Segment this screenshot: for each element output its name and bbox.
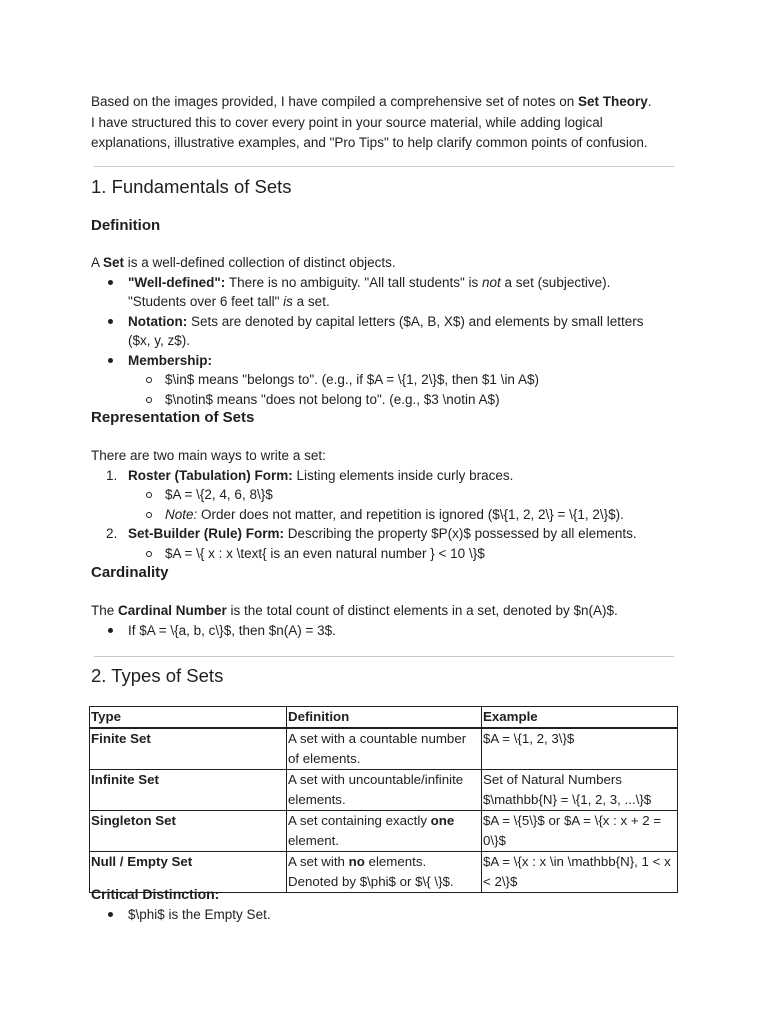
sub-list-item: $A = \{2, 4, 6, 8\}$ [165,485,273,505]
table-cell-definition [287,728,482,770]
cell-line: of elements. [288,751,361,766]
table-cell-example [482,811,678,852]
cell-line: elements. [288,792,346,807]
cell-line: $A = \{x : x \in \mathbb{N}, 1 < x [483,854,671,869]
list-item [128,351,212,371]
sub-list-item [165,505,624,525]
list-item-text: Listing elements inside curly braces. [292,468,514,483]
table-cell-example [482,770,678,811]
divider [94,166,674,167]
list-item: $\phi$ is the Empty Set. [128,905,271,925]
list-item-emphasis: is [283,294,293,309]
cell-bold: one [430,813,455,828]
cell-line: $A = \{1, 2, 3\}$ [483,731,575,746]
cell-text: elements. [364,854,427,869]
table-cell-type: Null / Empty Set [90,852,287,893]
sub-list-item: $\in$ means "belongs to". (e.g., if $A = \{1, 2\}$, then $1 \in A$) [165,370,539,390]
section-1-title: 1. Fundamentals of Sets [91,176,292,197]
cell-line [288,811,480,831]
cardinality-heading: Cardinality [91,564,169,581]
list-number: 1. [106,468,118,483]
intro-text: Based on the images provided, I have compiled a comprehensive set of notes on [91,94,579,109]
list-item [128,312,643,332]
table-cell-definition [287,852,482,893]
cardinal-number-bold: Cardinal Number [118,603,227,618]
list-item-text: a set (subjective). [500,275,611,290]
table-cell-type: Singleton Set [90,811,287,852]
paragraph-text: The [91,603,119,618]
cell-line: < 2\}$ [483,874,518,889]
notation-label: Notation: [128,314,188,329]
intro-text: . [647,94,652,109]
list-item-text: Order does not matter, and repetition is ignored ($\{1, 2, 2\} = \{1, 2\}$). [197,507,624,522]
cardinality-paragraph [91,601,618,621]
cell-line: $\mathbb{N} = \{1, 2, 3, ...\}$ [483,792,652,807]
cell-line: element. [288,833,339,848]
list-item-text: a set. [292,294,330,309]
sub-list-item: $A = \{ x : x \text{ is an even natural number } < 10 \}$ [165,544,485,564]
table-header-cell: Type [90,707,287,729]
types-of-sets-table [89,706,678,893]
roster-label: Roster (Tabulation) Form: [128,468,293,483]
list-item-text: "Students over 6 feet tall" [128,294,284,309]
table-cell-type: Finite Set [90,728,287,770]
section-2-title: 2. Types of Sets [91,665,224,686]
table-cell-example [482,852,678,893]
cell-line: Denoted by $\phi$ or $\{ \}$. [288,874,454,889]
definition-bold: Set [103,255,125,270]
sub-list-item: $\notin$ means "does not belong to". (e.g., $3 \notin A$) [165,390,500,410]
cell-text: A set containing exactly [288,813,431,828]
definition-paragraph [91,253,396,273]
cell-line: 0\}$ [483,833,506,848]
list-item-continuation: ($x, y, z$). [128,333,191,348]
cell-line: Set of Natural Numbers [483,772,622,787]
table-cell-example [482,728,678,770]
definition-text: A [91,255,104,270]
note-label: Note: [165,507,198,522]
cell-line: $A = \{5\}$ or $A = \{x : x + 2 = [483,813,662,828]
list-item-text: There is no ambiguity. "All tall students" is [225,275,483,290]
critical-distinction-heading: Critical Distinction: [91,886,220,902]
list-number: 2. [106,526,118,541]
numbered-item [106,466,514,486]
representation-paragraph: There are two main ways to write a set: [91,448,326,463]
list-item-emphasis: not [482,275,501,290]
well-defined-label: "Well-defined": [128,275,226,290]
list-item-continuation [128,292,330,312]
table-header-row [90,707,678,729]
list-item: If $A = \{a, b, c\}$, then $n(A) = 3$. [128,621,336,641]
definition-heading: Definition [91,217,161,234]
cell-line [288,852,480,872]
numbered-item [106,524,637,544]
cell-line: A set with uncountable/infinite [288,772,464,787]
intro-bold-set-theory: Set Theory [578,94,648,109]
list-item-text: Sets are denoted by capital letters ($A, B, X$) and elements by small letters [187,314,644,329]
list-item [128,273,610,293]
table-cell-definition [287,770,482,811]
membership-label: Membership: [128,353,213,368]
table-header-cell: Example [482,707,678,729]
intro-text: explanations, illustrative examples, and "Pro Tips" to help clarify common points of confusion. [91,135,648,150]
cell-line: A set with a countable number [288,731,467,746]
table-cell-type: Infinite Set [90,770,287,811]
cell-bold: no [348,854,365,869]
divider [94,656,674,657]
intro-paragraph [91,92,652,154]
set-builder-label: Set-Builder (Rule) Form: [128,526,285,541]
table-row [90,811,678,852]
list-item-text: Describing the property $P(x)$ possessed by all elements. [284,526,637,541]
table-header-cell: Definition [287,707,482,729]
table-row [90,728,678,770]
cell-text: A set with [288,854,349,869]
representation-heading: Representation of Sets [91,409,255,426]
intro-text: I have structured this to cover every point in your source material, while adding logical [91,114,603,130]
table-row [90,770,678,811]
paragraph-text: is the total count of distinct elements in a set, denoted by $n(A)$. [226,603,618,618]
table-cell-definition [287,811,482,852]
definition-text: is a well-defined collection of distinct objects. [124,255,396,270]
